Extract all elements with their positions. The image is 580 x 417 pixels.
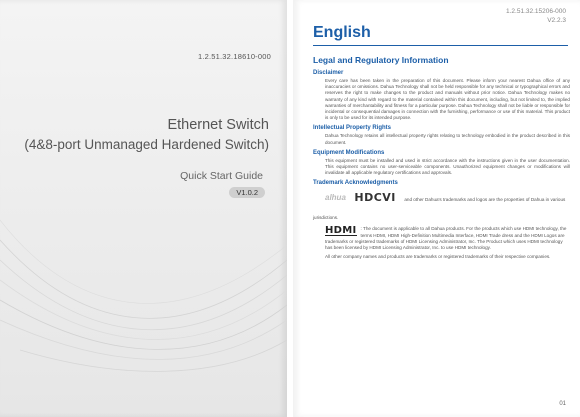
page-number: 01 bbox=[559, 401, 566, 407]
cover-wave-decoration bbox=[0, 180, 287, 417]
content-page bbox=[293, 0, 580, 417]
equipment-heading: Equipment Modifications bbox=[313, 149, 385, 156]
dahua-trademark-row bbox=[313, 188, 570, 224]
hdmi-logo: HDMI bbox=[325, 225, 357, 237]
content-ref-version: V2.2.3 bbox=[547, 16, 566, 24]
ip-rights-text: Dahua Technology retains all intellectual property rights relating to technology embodied in the product described in this document. bbox=[325, 133, 570, 145]
language-heading: English bbox=[313, 24, 371, 41]
content-ref-code: 1.2.51.32.15206-000 bbox=[506, 8, 566, 15]
cover-title-line2: (4&8-port Unmanaged Hardened Switch) bbox=[24, 137, 269, 152]
disclaimer-text: Every care has been taken in the preparation of this document. Please inform your nearest Dahua office of any inaccuracies or omissions. Dahua Technology shall not be held responsible for any technical or typographical errors and reserves the right to make changes to the product and manuals without prior notice. Dahua Technology makes no warranty of any kind with regard to the material contained within this document, including, but not limited to, the implied warranties of merchantability and fitness for a particular purpose. Dahua Technology shall not be liable or responsible for incidental or consequential damages in connection with the furnishing, performance or use of this material. This product is only to be used for its intended purpose. bbox=[325, 78, 570, 121]
cover-page bbox=[0, 0, 287, 417]
cover-title-line1: Ethernet Switch bbox=[167, 117, 269, 133]
cover-doc-code: 1.2.51.32.18610-000 bbox=[197, 52, 271, 61]
hdmi-trademark-text: : The document is applicable to all Dahua products. For the products which use HDMI technology, the terms HDMI, HDMI High-Definition Multimedia Interface, HDMI Trade dress and the HDMI Logos are trademarks or registered trademarks of HDMI Licensing Administrator, Inc. The Product which uses HDMI technology has been licensed by HDMI Licensing Administrator, Inc. to use HDMI technology. bbox=[325, 226, 567, 251]
cover-title bbox=[24, 115, 269, 155]
section-title: Legal and Regulatory Information bbox=[313, 55, 449, 65]
dahua-logo: alhua bbox=[325, 192, 346, 202]
ip-rights-heading: Intellectual Property Rights bbox=[313, 125, 392, 132]
equipment-text: This equipment must be installed and used in strict accordance with the instructions given in the user documentation. This equipment contains no user-serviceable components. Unauthorized equipment changes or modifications will invalidate all applicable regulatory certifications and approvals. bbox=[325, 157, 570, 176]
content-ref bbox=[506, 8, 566, 25]
hdcvi-logo: HDCVI bbox=[354, 190, 396, 204]
legal-body bbox=[313, 52, 570, 262]
dahua-trademark-text: and other Dahua's trademarks and logos are the properties of Dahua in various jurisdictions. bbox=[313, 197, 566, 221]
disclaimer-heading: Disclaimer bbox=[313, 70, 344, 76]
other-trademarks-text: All other company names and products are trademarks or registered trademarks of their respective companies. bbox=[325, 254, 551, 260]
trademarks-heading: Trademark Acknowledgments bbox=[313, 180, 398, 187]
cover-guide-label: Quick Start Guide bbox=[180, 170, 263, 182]
heading-rule bbox=[313, 45, 568, 46]
cover-version-badge: V1.0.2 bbox=[229, 187, 265, 198]
hdmi-trademark-row bbox=[313, 226, 570, 251]
